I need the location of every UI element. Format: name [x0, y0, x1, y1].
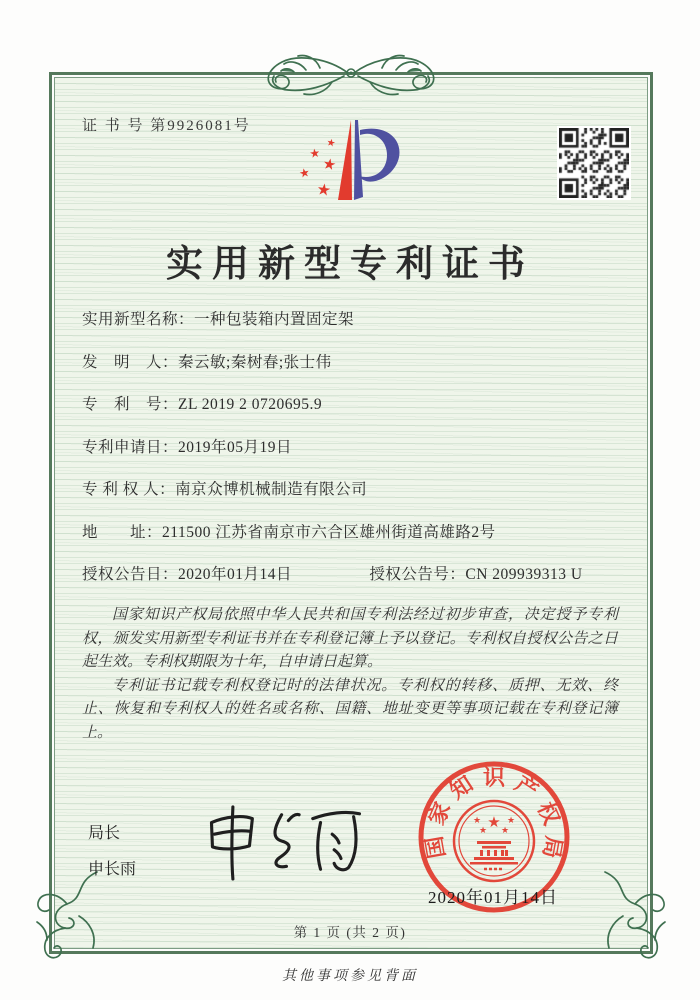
field-label: 专 利 号： [82, 396, 179, 413]
seal-date: 2020年01月14日 [428, 888, 558, 907]
seal-char: 权 [532, 798, 565, 829]
grant-number [369, 566, 582, 583]
field-label: 地 址： [82, 523, 163, 541]
field-label: 发 明 人： [82, 353, 179, 371]
field-value: 211500 江苏省南京市六合区雄州街道高雄路2号 [162, 523, 496, 541]
field-rows [82, 309, 640, 607]
field-application-date [82, 437, 640, 480]
national-emblem-icon [454, 801, 534, 881]
svg-text:★: ★ [308, 145, 322, 161]
certificate-number: 证 书 号 第9926081号 [82, 118, 251, 134]
field-value: 南京众博机械制造有限公司 [175, 481, 368, 498]
svg-text:★: ★ [506, 815, 516, 825]
back-side-note: 其他事项参见背面 [282, 969, 418, 984]
svg-text:★: ★ [472, 815, 482, 825]
cnipa-logo-icon [296, 110, 410, 210]
signature-icon [192, 794, 377, 889]
signer-name: 申长雨 [88, 861, 137, 878]
svg-text:★: ★ [478, 825, 488, 835]
grant-date-value: 2020年01月14日 [178, 566, 293, 583]
grant-number-value: CN 209939313 U [465, 566, 583, 583]
field-value: 2019年05月19日 [178, 438, 293, 456]
field-inventors [82, 352, 640, 395]
legal-paragraph-2: 专利证书记载专利权登记时的法律状况。专利权的转移、质押、无效、终止、恢复和专利权人的姓名或名称、国籍、地址变更等事项记载在专利登记簿上。 [82, 677, 618, 741]
grant-date-label: 授权公告日： [82, 566, 179, 583]
field-label: 专利申请日： [82, 438, 179, 456]
grant-date [82, 564, 365, 586]
svg-text:★: ★ [321, 156, 338, 175]
field-value: 一种包装箱内置固定架 [194, 311, 355, 328]
svg-text:★: ★ [500, 825, 510, 835]
legal-paragraph-1: 国家知识产权局依照中华人民共和国专利法经过初步审查，决定授予专利权，颁发实用新型专利证书并在专利登记簿上予以登记。专利权自授权公告之日起生效。专利权期限为十年，自申请日起算。 [82, 607, 618, 670]
field-value: 秦云敏;秦树春;张士伟 [178, 353, 332, 371]
field-utility-model-name [82, 309, 640, 352]
certificate-title: 实用新型专利证书 [166, 244, 534, 285]
seal-char: 家 [423, 798, 456, 829]
svg-text:★: ★ [325, 137, 337, 150]
field-address [82, 522, 640, 565]
seal-char: 产 [510, 770, 543, 804]
legal-text [82, 604, 618, 745]
svg-text:★: ★ [297, 165, 312, 181]
signer-title: 局长 [88, 825, 121, 842]
qr-code [557, 126, 631, 200]
field-grant-row [82, 564, 640, 607]
field-patentee [82, 479, 640, 522]
field-label: 专 利 权 人： [82, 481, 176, 498]
svg-text:★: ★ [487, 815, 501, 831]
seal-char: 识 [482, 765, 506, 790]
svg-text:★: ★ [315, 181, 333, 200]
seal-char: 局 [538, 834, 567, 861]
field-value: ZL 2019 2 0720695.9 [178, 396, 323, 413]
seal-char: 知 [445, 770, 478, 804]
page-number: 第 1 页 (共 2 页) [293, 925, 407, 940]
seal-char: 国 [421, 834, 450, 861]
field-patent-number [82, 394, 640, 437]
signer-block [88, 820, 136, 879]
grant-number-label: 授权公告号： [369, 566, 466, 583]
field-label: 实用新型名称： [82, 311, 195, 328]
